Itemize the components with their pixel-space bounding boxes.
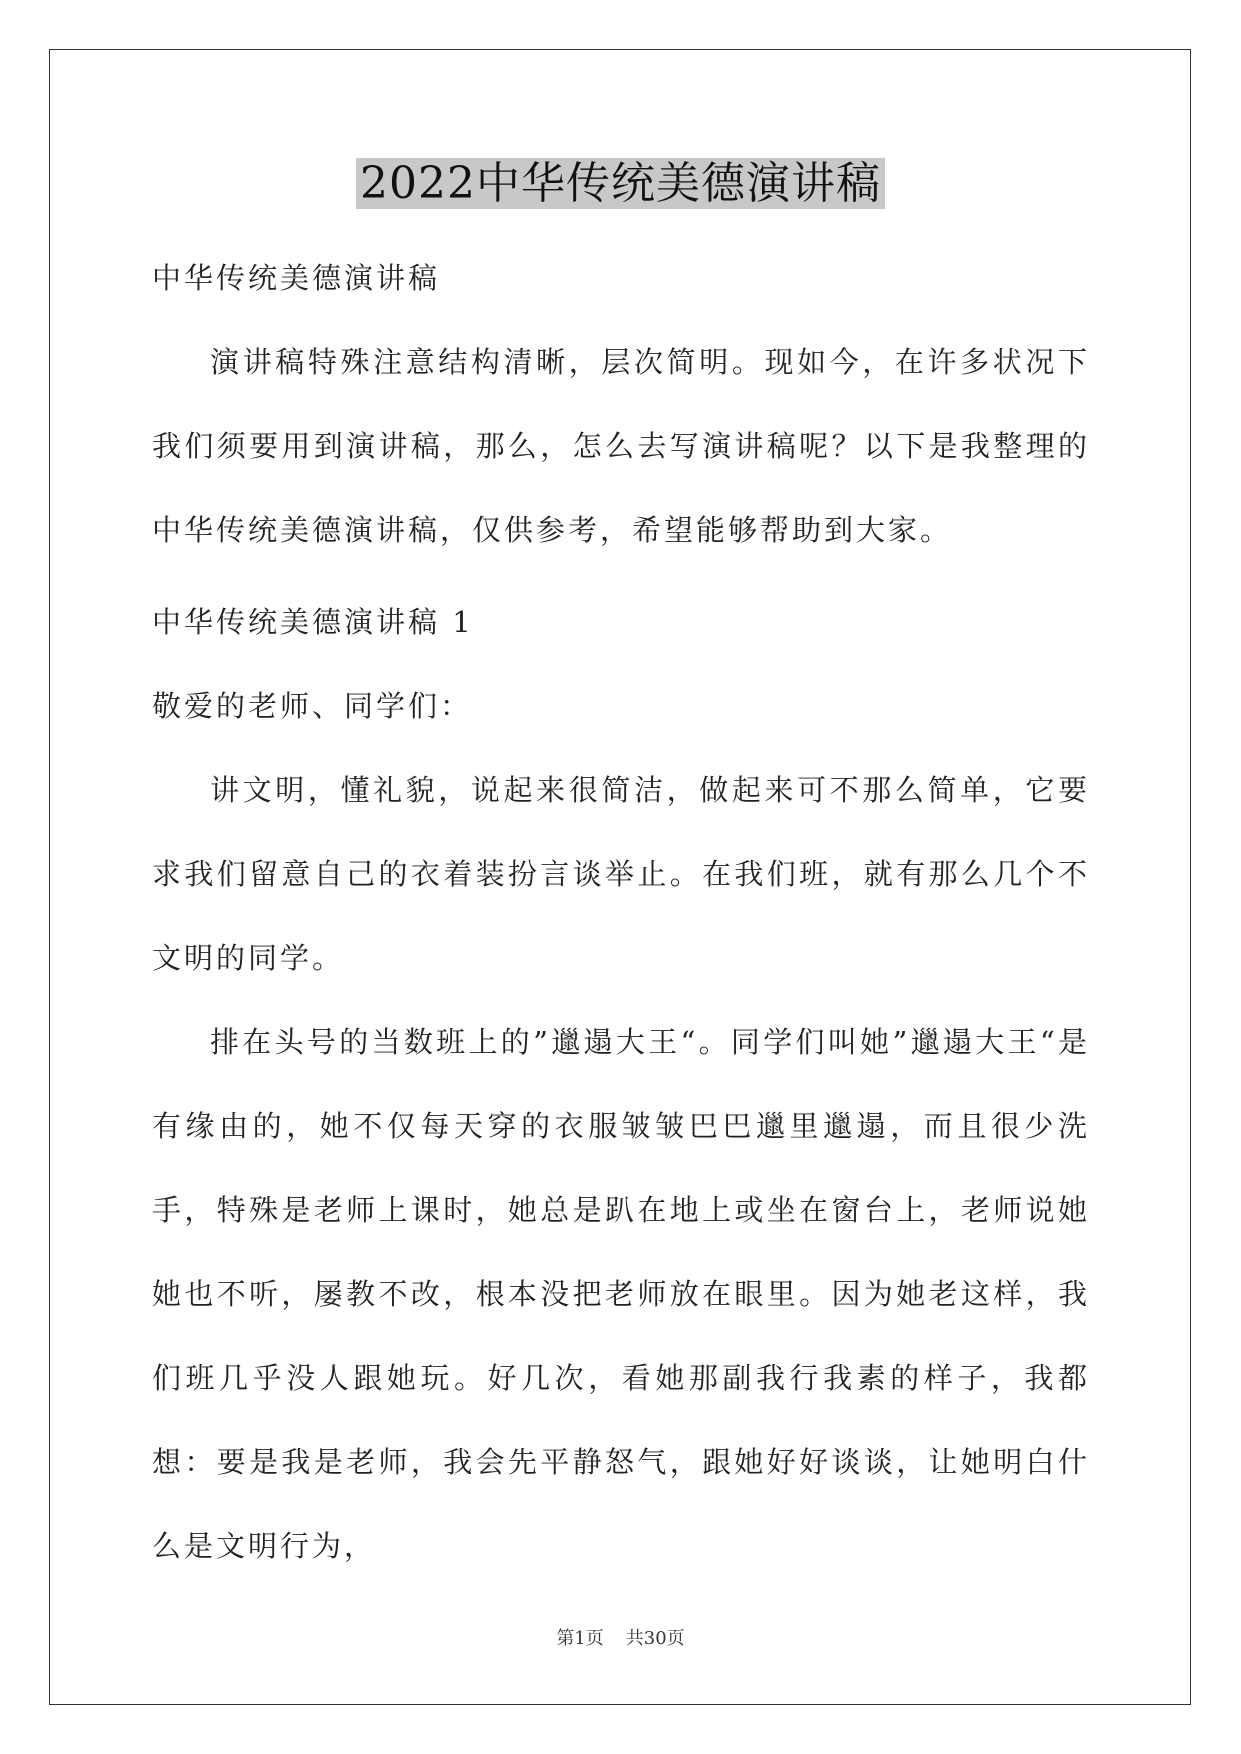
document-body xyxy=(152,236,1090,572)
greeting: 敬爱的老师、同学们： xyxy=(152,689,473,723)
section-heading: 中华传统美德演讲稿 1 xyxy=(152,605,474,639)
page-total: 共30页 xyxy=(625,1628,685,1649)
document-title-text: 2022中华传统美德演讲稿 xyxy=(356,158,885,209)
document-title xyxy=(0,152,1241,216)
page-footer xyxy=(0,1624,1241,1650)
section-body xyxy=(152,580,1090,1588)
intro-paragraph: 演讲稿特殊注意结构清晰，层次简明。现如今，在许多状况下我们须要用到演讲稿，那么，怎么去写演讲稿呢？以下是我整理的中华传统美德演讲稿，仅供参考，希望能够帮助到大家。 xyxy=(152,345,1090,547)
subtitle: 中华传统美德演讲稿 xyxy=(152,261,441,295)
body-paragraph: 排在头号的当数班上的”邋遢大王“。同学们叫她”邋遢大王“是有缘由的，她不仅每天穿的衣服皱皱巴巴邋里邋遢，而且很少洗手，特殊是老师上课时，她总是趴在地上或坐在窗台上，老师说她她也不听，屡教不改，根本没把老师放在眼里。因为她老这样，我们班几乎没人跟她玩。好几次，看她那副我行我素的样子，我都想：要是我是老师，我会先平静怒气，跟她好好谈谈，让她明白什么是文明行为， xyxy=(152,1025,1090,1563)
page-number: 第1页 xyxy=(556,1628,604,1649)
body-paragraph: 讲文明，懂礼貌，说起来很简洁，做起来可不那么简单，它要求我们留意自己的衣着装扮言谈举止。在我们班，就有那么几个不文明的同学。 xyxy=(152,773,1090,975)
